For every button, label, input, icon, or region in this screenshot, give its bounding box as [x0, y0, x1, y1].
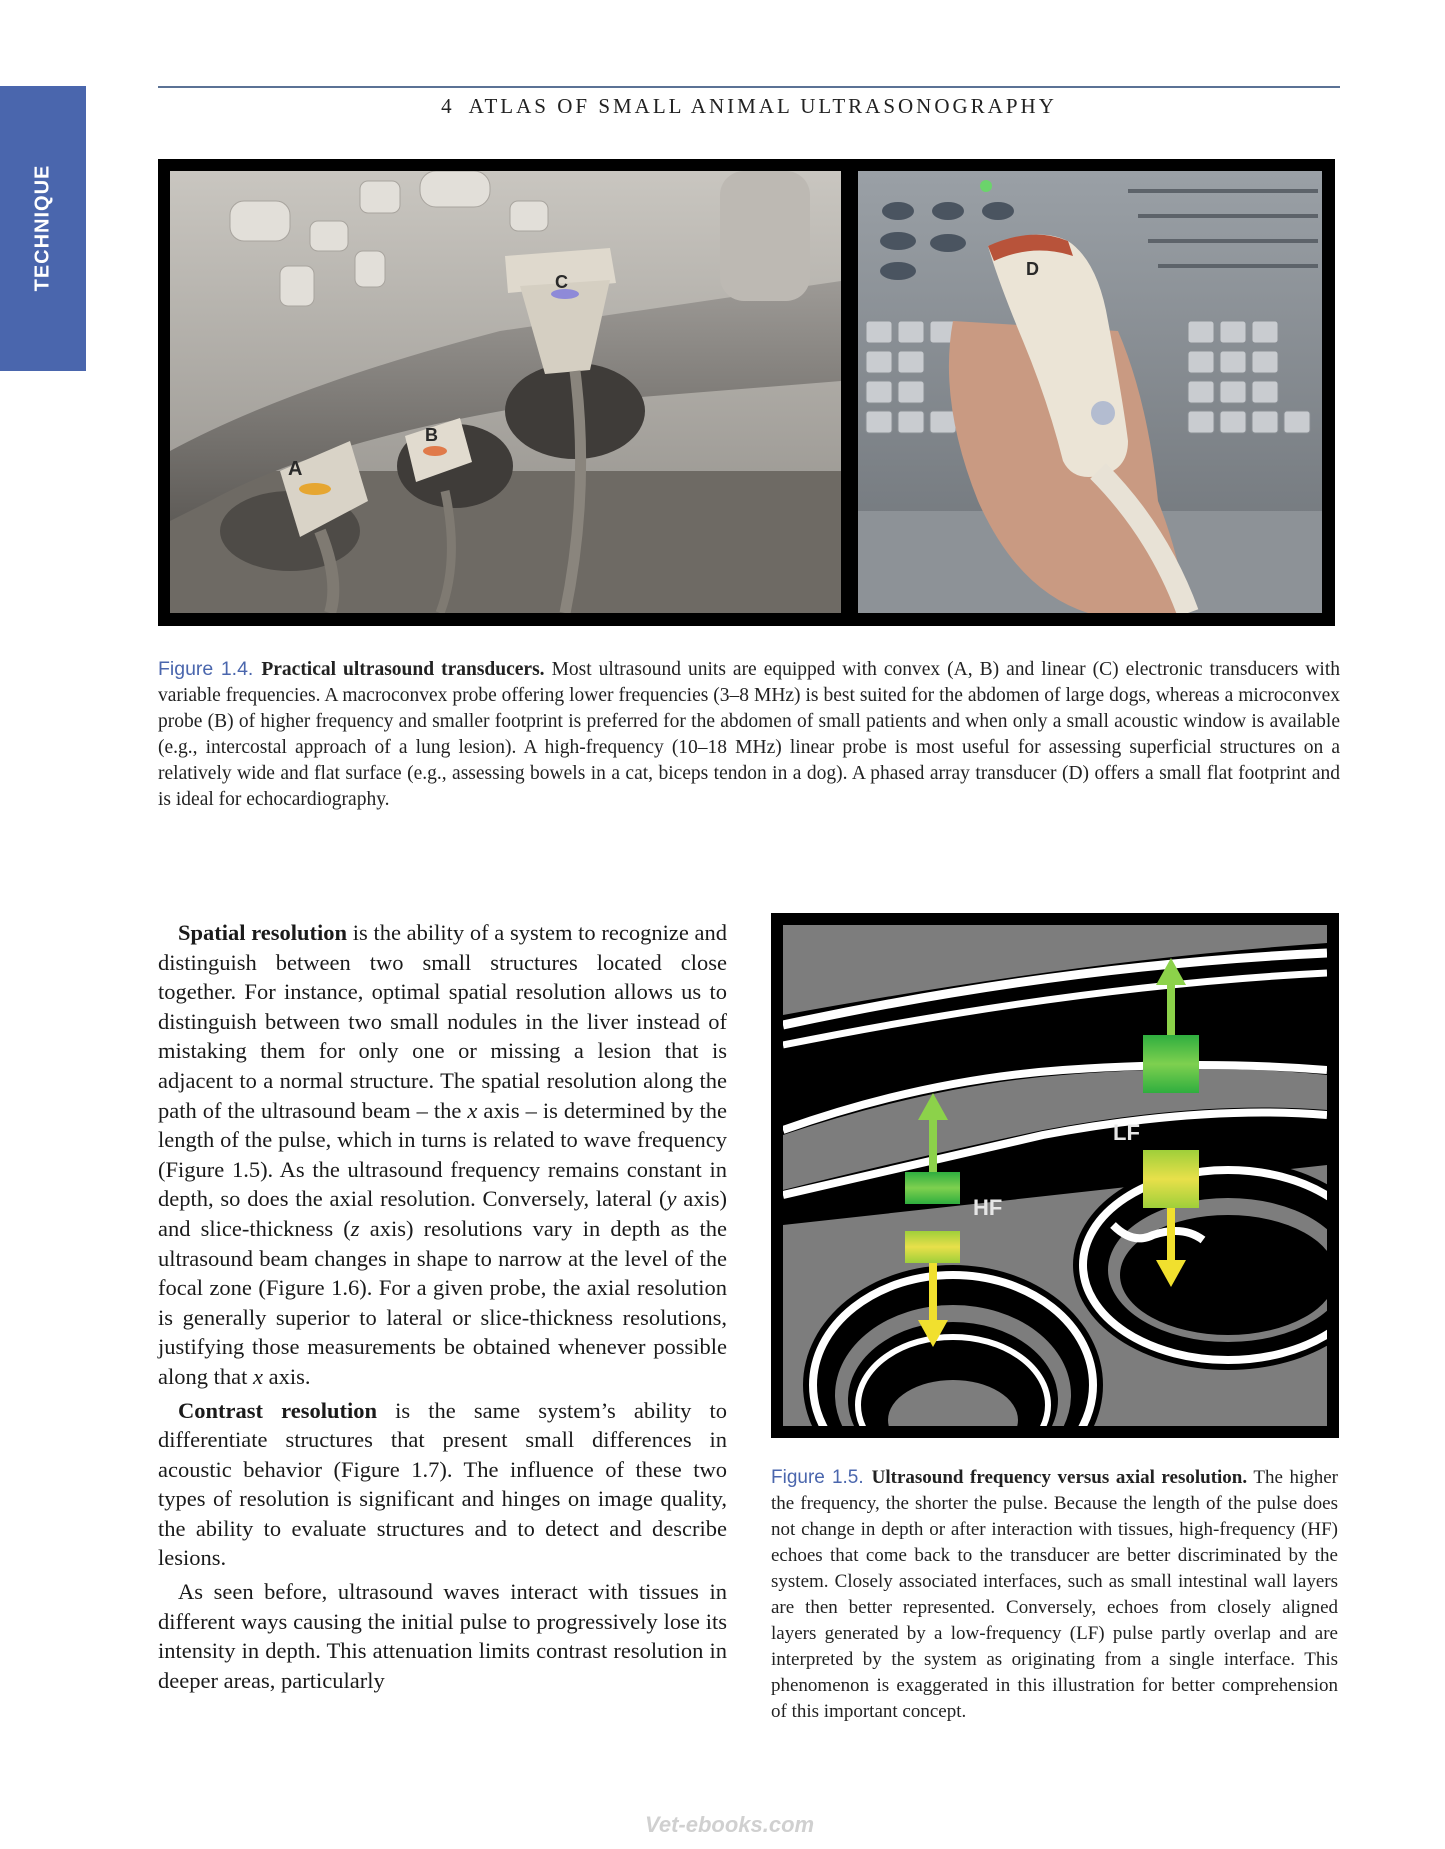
- figure-1-4-text: Most ultrasound units are equipped with convex (A, B) and linear (C) electronic transducers with variable frequencies. A macroconvex probe offering lower frequencies (3–8 MHz) is best suited for the abdomen of large dogs, whereas a microconvex probe (B) of higher frequency and smaller footprint is preferred for the abdomen of small patients and when only a small acoustic window is available (e.g., intercostal approach of a lung lesion). A high-frequency (10–18 MHz) linear probe is most useful for assessing superficial structures on a relatively wide and flat surface (e.g., assessing bowels in a cat, biceps tendon in a dog). A phased array transducer (D) offers a small flat footprint and is ideal for echocardiography.: [158, 659, 1341, 810]
- paragraph-text: axis) and slice-thickness (: [158, 1186, 727, 1241]
- figure-1-5: [771, 913, 1339, 1438]
- term-contrast-resolution: Contrast resolution: [178, 1397, 377, 1423]
- transducer-console-photo: [170, 171, 841, 613]
- running-head: [158, 94, 1340, 119]
- paragraph-attenuation: As seen before, ultrasound waves interact with tissues in different ways causing the initial pulse to progressively lose its intensity in depth. This attenuation limits contrast resolution in deeper areas, particularly: [158, 1579, 727, 1693]
- figure-1-5-title: Ultrasound frequency versus axial resolution.: [871, 1467, 1248, 1488]
- figure-1-4: [158, 159, 1335, 626]
- figure-1-5-caption: [771, 1465, 1338, 1725]
- hf-label: HF: [973, 1195, 1003, 1220]
- figure-1-4-caption: [158, 656, 1340, 813]
- section-tab: [0, 86, 86, 371]
- paragraph-spatial-resolution: [158, 918, 727, 1392]
- figure-1-5-text: The higher the frequency, the shorter the pulse. Because the length of the pulse does not change in depth or after interaction with tissues, high-frequency (HF) echoes that come back to the transducer are better discriminated by the system. Closely associated interfaces, such as small intestinal wall layers are then better represented. Conversely, echoes from closely aligned layers generated by a low-frequency (LF) pulse partly overlap and are interpreted by the system as originating from a single interface. This phenomenon is exaggerated in this illustration for better comprehension of this important concept.: [771, 1467, 1338, 1722]
- paragraph-contrast-resolution: [158, 1396, 727, 1574]
- axis-symbol: x: [467, 1097, 478, 1123]
- axis-symbol: x: [252, 1363, 263, 1389]
- paragraph-text: is the same system’s ability to differentiate structures that present small differences in acoustic behavior (Figure 1.7). The influence of these two types of resolution is significant and hinges on image quality, the ability to evaluate structures and to detect and describe lesions.: [158, 1397, 727, 1571]
- probe-c-label: C: [555, 272, 568, 292]
- watermark: Vet-ebooks.com: [645, 1812, 815, 1837]
- axial-resolution-diagram: [783, 925, 1327, 1426]
- paragraph-text: is the ability of a system to recognize and distinguish between two small structures located close together. For instance, optimal spatial resolution allows us to distinguish between two small nodules in the liver instead of mistaking them for only one or missing a lesion that is adjacent to a normal structure. The spatial resolution along the path of the ultrasound beam – the: [158, 920, 727, 1123]
- paragraph-text: axis.: [262, 1363, 311, 1389]
- figure-1-5-number: Figure 1.5.: [771, 1467, 864, 1488]
- page-number: 4: [441, 94, 455, 118]
- axis-symbol: y: [666, 1186, 677, 1212]
- header-rule: [158, 86, 1340, 88]
- axis-symbol: z: [350, 1215, 360, 1241]
- paragraph-text: axis) resolutions vary in depth as the ultrasound beam changes in shape to narrow at the level of the focal zone (Figure 1.6). For a given probe, the axial resolution is generally superior to lateral or slice-thickness resolutions, justifying those measurements be obtained whenever possible along that: [158, 1215, 727, 1389]
- figure-1-4-number: Figure 1.4.: [158, 658, 254, 680]
- body-text-column: [158, 918, 727, 1695]
- term-spatial-resolution: Spatial resolution: [178, 920, 348, 945]
- lf-label: LF: [1113, 1120, 1140, 1145]
- figure-1-4-title: Practical ultrasound transducers.: [261, 659, 545, 680]
- section-tab-label: TECHNIQUE: [31, 164, 54, 292]
- probe-a-label: A: [288, 458, 303, 480]
- phased-array-probe-photo: [858, 171, 1322, 613]
- probe-b-label: B: [425, 425, 438, 445]
- probe-d-label: D: [1026, 259, 1039, 279]
- paragraph-text: axis – is determined by the length of the pulse, which in turns is related to wave frequency (Figure 1.5). As the ultrasound frequency remains constant in depth, so does the axial resolution. Conversely, lateral (: [158, 1097, 727, 1212]
- book-title: ATLAS OF SMALL ANIMAL ULTRASONOGRAPHY: [468, 94, 1057, 118]
